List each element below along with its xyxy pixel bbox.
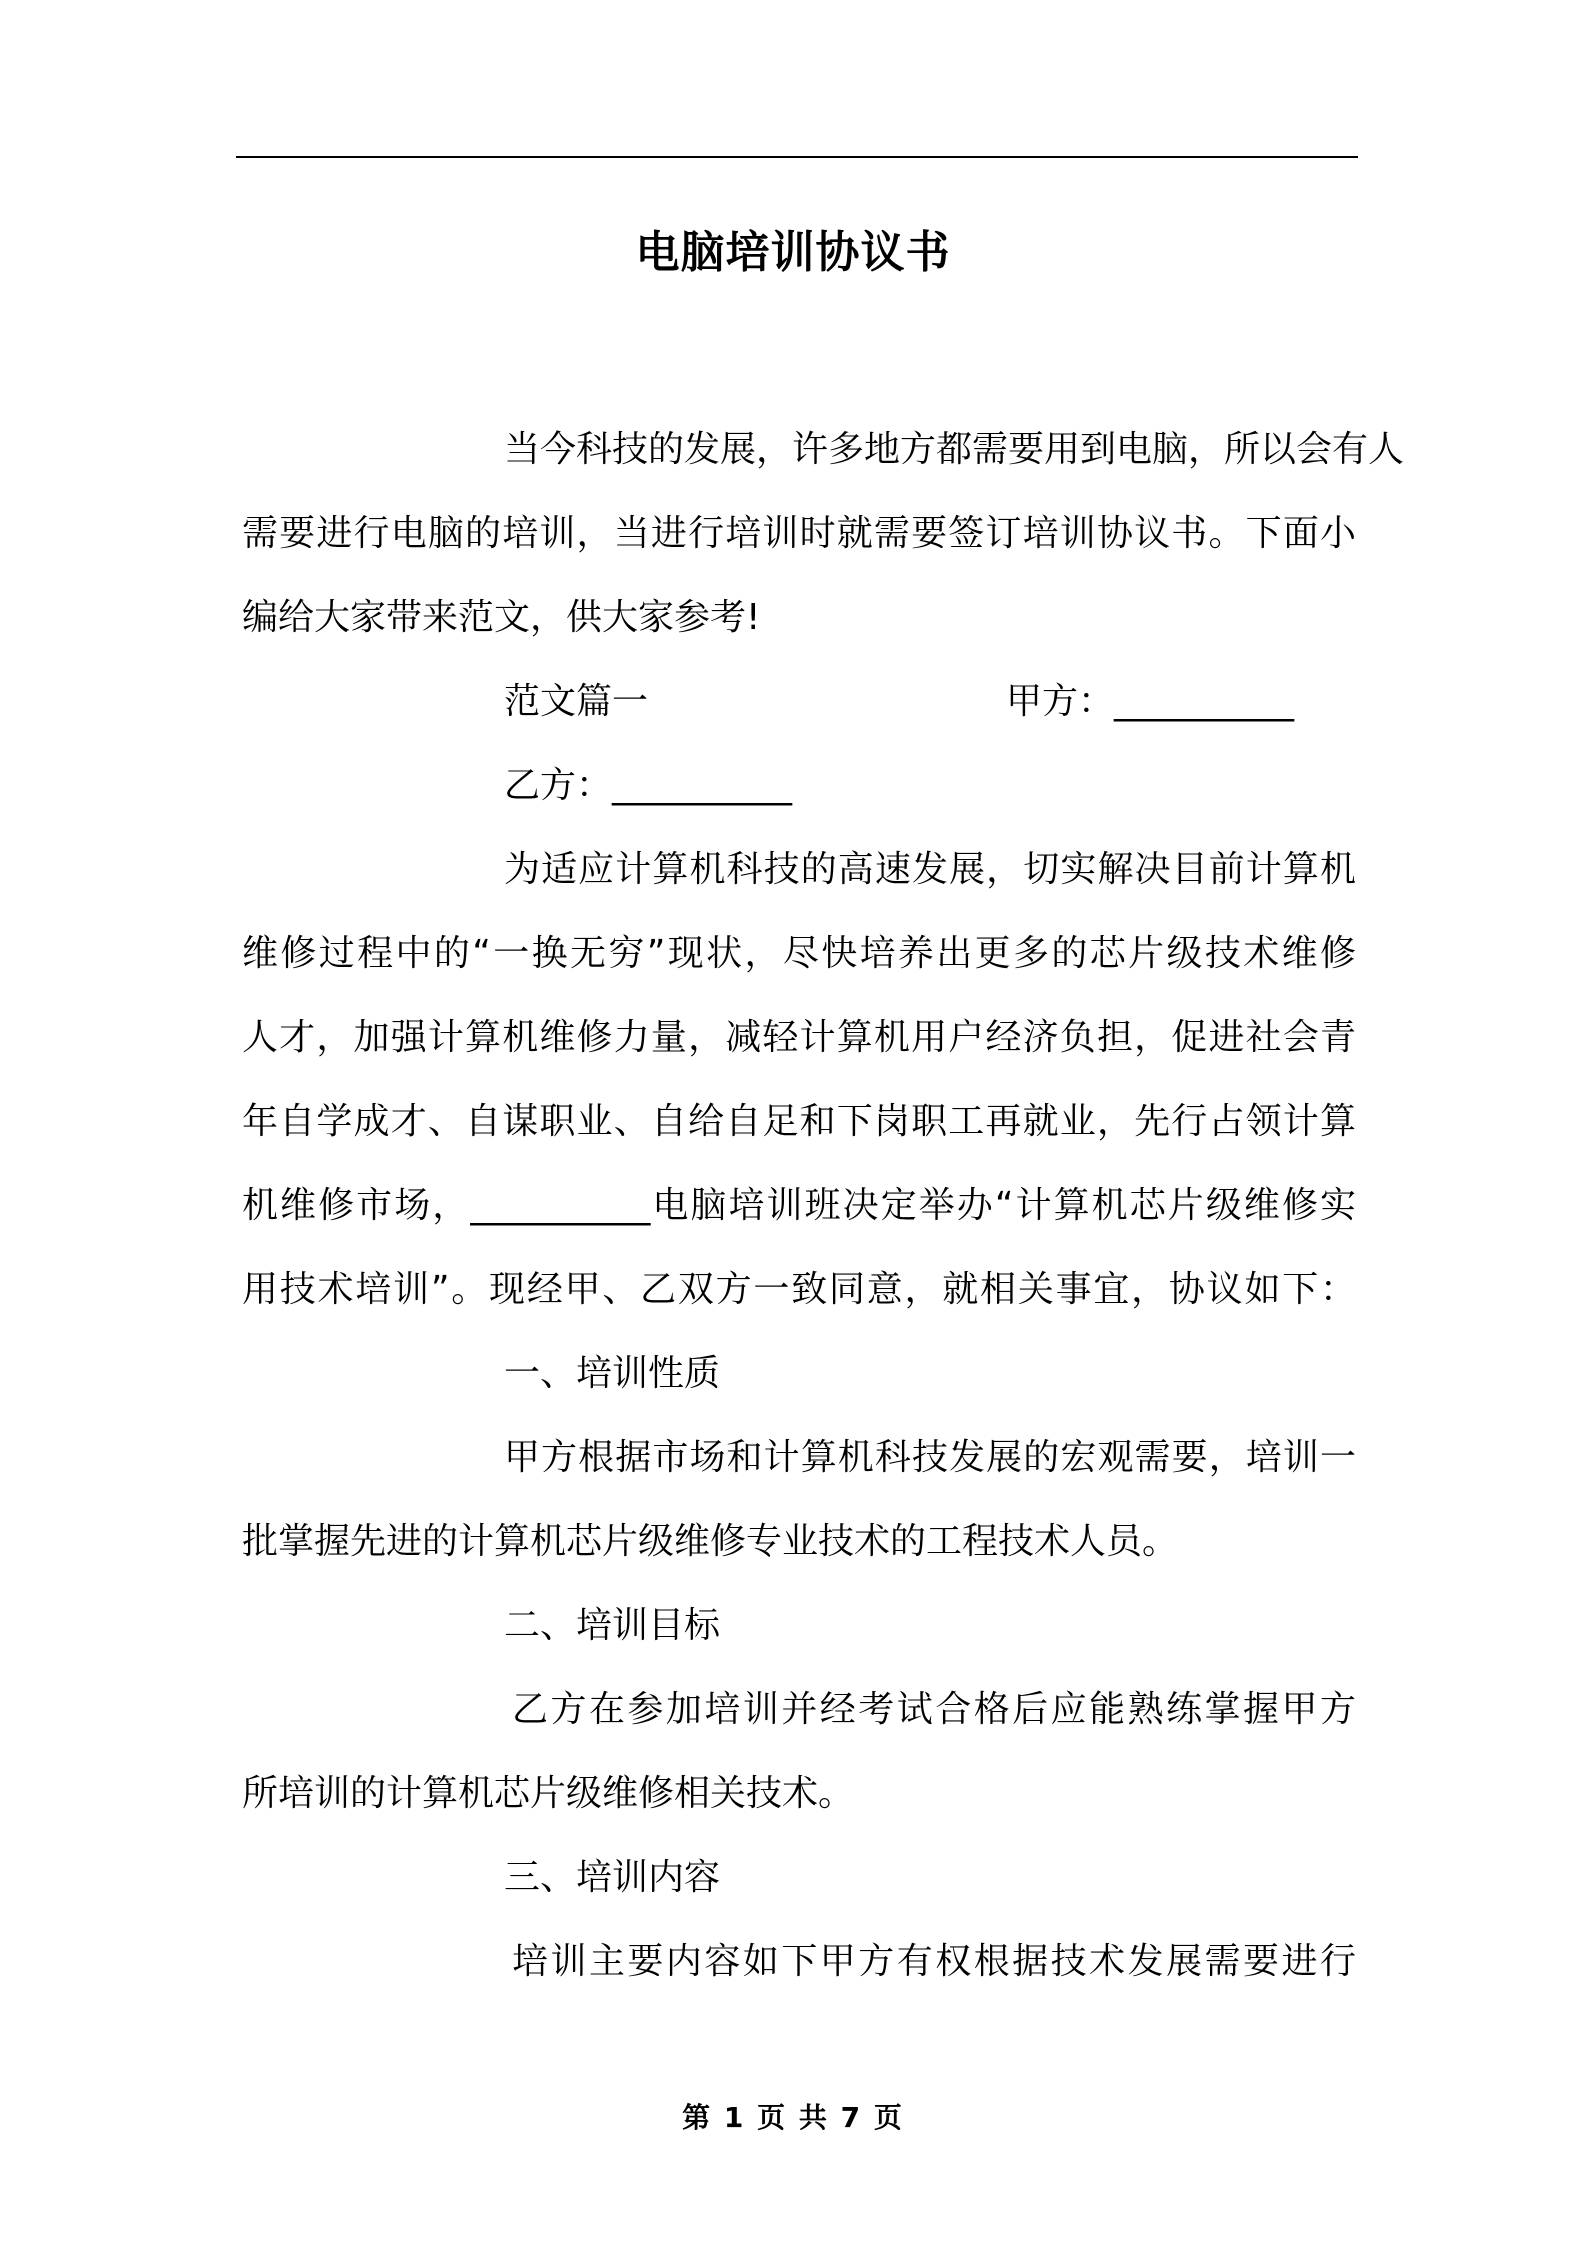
page-number-footer: 第 1 页 共 7 页 bbox=[682, 2101, 904, 2134]
section2-heading: 二、培训目标 bbox=[504, 1605, 721, 1646]
section3-heading: 三、培训内容 bbox=[504, 1857, 721, 1898]
section1-line-1: 甲方根据市场和计算机科技发展的宏观需要，培训一 bbox=[504, 1437, 1356, 1478]
para1-line-5: 机维修市场，__________电脑培训班决定举办“计算机芯片级维修实 bbox=[242, 1185, 1356, 1226]
section2-line-1: 乙方在参加培训并经考试合格后应能熟练掌握甲方 bbox=[512, 1689, 1356, 1730]
section1-heading: 一、培训性质 bbox=[504, 1353, 721, 1394]
document-body bbox=[242, 408, 1405, 2004]
para1-line-6: 用技术培训”。现经甲、乙双方一致同意，就相关事宜，协议如下： bbox=[242, 1269, 1356, 1310]
sample-label: 范文篇一 bbox=[504, 681, 649, 722]
section2-line-2: 所培训的计算机芯片级维修相关技术。 bbox=[242, 1773, 855, 1814]
para1-line-2: 维修过程中的“一换无穷”现状，尽快培养出更多的芯片级技术维修 bbox=[242, 933, 1356, 974]
party-a-field: 甲方：__________ bbox=[1005, 681, 1294, 722]
para1-line-1: 为适应计算机科技的高速发展，切实解决目前计算机 bbox=[504, 849, 1356, 890]
section3-line-1: 培训主要内容如下甲方有权根据技术发展需要进行 bbox=[512, 1941, 1356, 1982]
sample-and-party-a-row bbox=[242, 660, 1356, 744]
intro-line-1: 当今科技的发展，许多地方都需要用到电脑，所以会有人 bbox=[504, 429, 1405, 470]
intro-line-3: 编给大家带来范文，供大家参考! bbox=[242, 597, 761, 638]
intro-line-2: 需要进行电脑的培训，当进行培训时就需要签订培训协议书。下面小 bbox=[242, 513, 1356, 554]
para1-line-4: 年自学成才、自谋职业、自给自足和下岗职工再就业，先行占领计算 bbox=[242, 1101, 1356, 1142]
header-rule bbox=[236, 156, 1358, 158]
party-b-field: 乙方：__________ bbox=[504, 765, 793, 806]
para1-line-3: 人才，加强计算机维修力量，减轻计算机用户经济负担，促进社会青 bbox=[242, 1017, 1356, 1058]
section1-line-2: 批掌握先进的计算机芯片级维修专业技术的工程技术人员。 bbox=[242, 1521, 1179, 1562]
document-title: 电脑培训协议书 bbox=[635, 227, 951, 278]
